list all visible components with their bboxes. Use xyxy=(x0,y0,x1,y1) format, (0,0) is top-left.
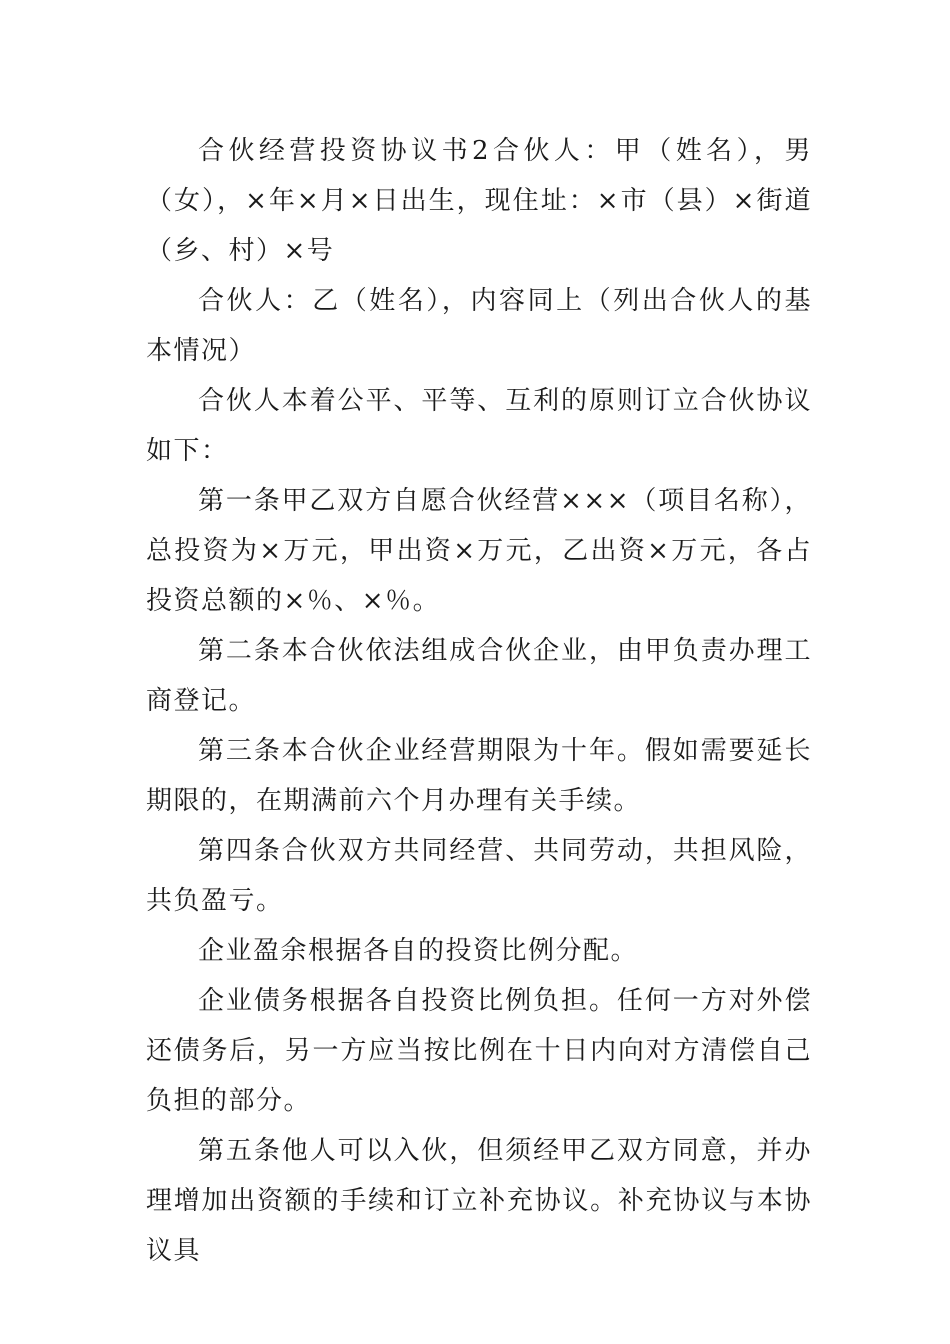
paragraph-debts: 企业债务根据各自投资比例负担。任何一方对外偿还债务后，另一方应当按比例在十日内向对方清偿自己负担的部分。 xyxy=(146,986,812,1116)
paragraph-article-4: 第四条合伙双方共同经营、共同劳动，共担风险，共负盈亏。 xyxy=(146,836,812,916)
paragraph-article-5: 第五条他人可以入伙，但须经甲乙双方同意，并办理增加出资额的手续和订立补充协议。补充协议与本协议具 xyxy=(146,1136,812,1266)
paragraph-surplus: 企业盈余根据各自的投资比例分配。 xyxy=(198,936,639,966)
paragraph-article-2: 第二条本合伙依法组成合伙企业，由甲负责办理工商登记。 xyxy=(146,636,812,716)
paragraph-partner-a: 合伙经营投资协议书2合伙人：甲（姓名），男（女），×年×月×日出生，现住址：×市（县）×街道（乡、村）×号 xyxy=(146,136,812,266)
paragraph-article-3: 第三条本合伙企业经营期限为十年。假如需要延长期限的，在期满前六个月办理有关手续。 xyxy=(146,736,812,816)
paragraph-preamble: 合伙人本着公平、平等、互利的原则订立合伙协议如下： xyxy=(146,386,812,466)
document-body xyxy=(146,126,812,1276)
paragraph-partner-b: 合伙人：乙（姓名），内容同上（列出合伙人的基本情况） xyxy=(146,286,812,366)
paragraph-article-1: 第一条甲乙双方自愿合伙经营×××（项目名称），总投资为×万元，甲出资×万元，乙出资×万元，各占投资总额的×％、×％。 xyxy=(146,486,812,616)
